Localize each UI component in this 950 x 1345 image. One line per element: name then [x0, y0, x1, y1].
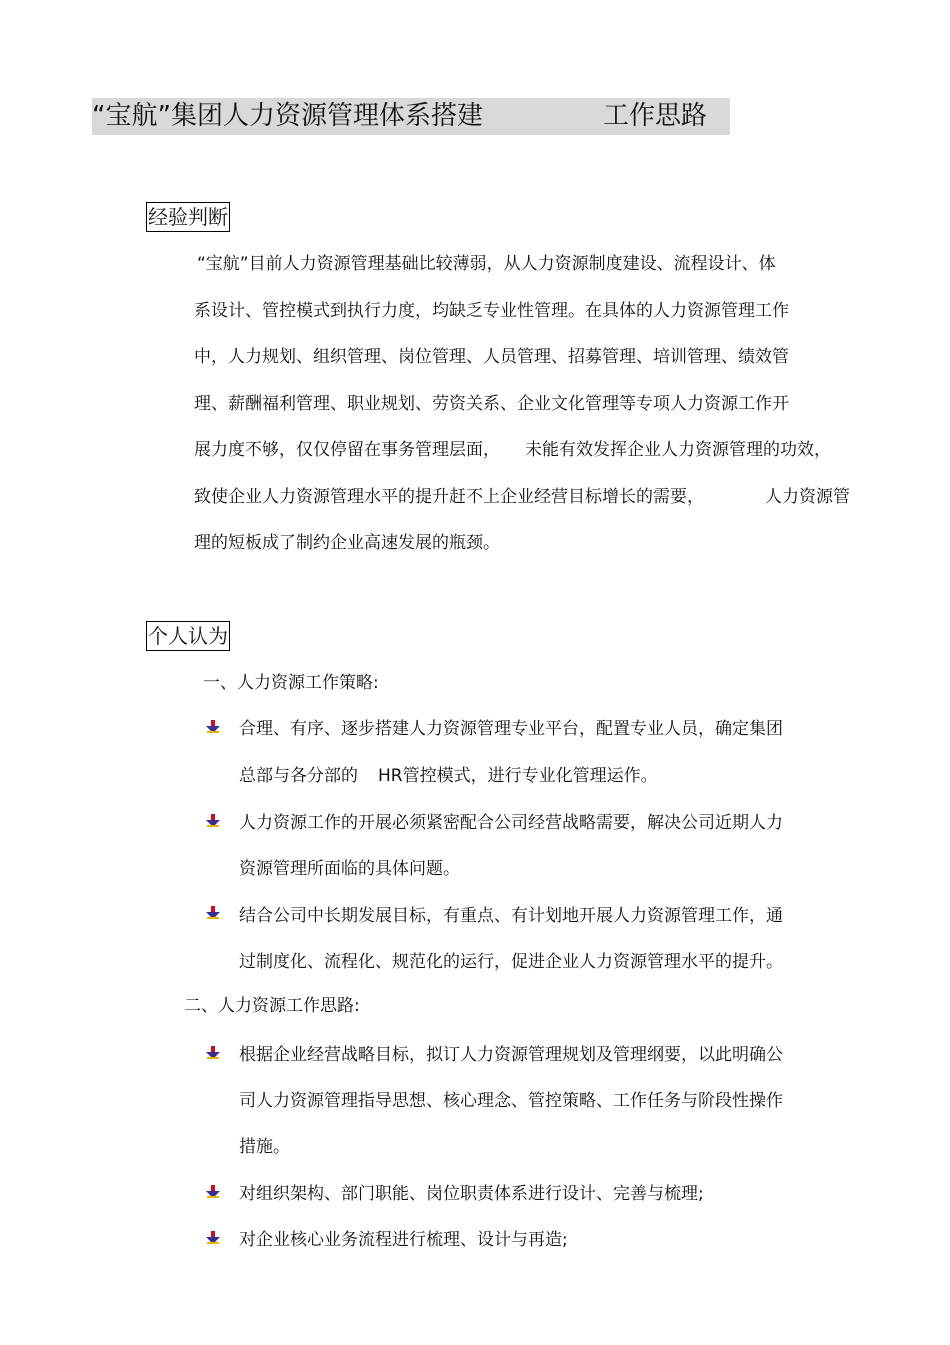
subsection-title: 二、人力资源工作思路: — [184, 996, 360, 1016]
paragraph-line: “宝航”目前人力资源管理基础比较薄弱，从人力资源制度建设、流程设计、体 — [197, 254, 776, 274]
list-item-line: 结合公司中长期发展目标，有重点、有计划地开展人力资源管理工作，通 — [239, 906, 783, 926]
paragraph-line: 理、薪酬福利管理、职业规划、劳资关系、企业文化管理等专项人力资源工作开 — [194, 394, 789, 414]
list-item-line: 人力资源工作的开展必须紧密配合公司经营战略需要，解决公司近期人力 — [239, 813, 783, 833]
colored-arrow-bullet-icon — [205, 906, 221, 920]
list-item-line: 总部与各分部的 — [239, 766, 358, 786]
colored-arrow-bullet-icon — [205, 1185, 221, 1199]
subsection-title: 一、人力资源工作策略: — [203, 673, 379, 693]
paragraph-line: 未能有效发挥企业人力资源管理的功效， — [525, 440, 831, 460]
paragraph-line: 致使企业人力资源管理水平的提升赶不上企业经营目标增长的需要， — [194, 487, 704, 507]
list-item-line: 对企业核心业务流程进行梳理、设计与再造; — [239, 1230, 568, 1250]
colored-arrow-bullet-icon — [205, 814, 221, 828]
list-item-line: 对组织架构、部门职能、岗位职责体系进行设计、完善与梳理; — [239, 1184, 704, 1204]
paragraph-line: 人力资源管 — [765, 487, 850, 507]
list-item-line: 合理、有序、逐步搭建人力资源管理专业平台，配置专业人员，确定集团 — [239, 719, 783, 739]
section-heading-experience: 经验判断 — [146, 202, 230, 232]
paragraph-line: 中，人力规划、组织管理、岗位管理、人员管理、招募管理、培训管理、绩效管 — [194, 347, 789, 367]
section-heading-opinion: 个人认为 — [146, 621, 230, 651]
colored-arrow-bullet-icon — [205, 1046, 221, 1060]
list-item-line: 司人力资源管理指导思想、核心理念、管控策略、工作任务与阶段性操作 — [239, 1091, 783, 1111]
paragraph-line: 展力度不够，仅仅停留在事务管理层面， — [194, 440, 500, 460]
list-item-line: 根据企业经营战略目标，拟订人力资源管理规划及管理纲要，以此明确公 — [239, 1045, 783, 1065]
list-item-line: HR管控模式，进行专业化管理运作。 — [378, 766, 658, 786]
colored-arrow-bullet-icon — [205, 720, 221, 734]
page-title: “宝航”集团人力资源管理体系搭建 — [92, 101, 483, 131]
page-title-suffix: 工作思路 — [603, 101, 708, 131]
colored-arrow-bullet-icon — [205, 1231, 221, 1245]
list-item-line: 资源管理所面临的具体问题。 — [239, 859, 460, 879]
list-item-line: 过制度化、流程化、规范化的运行，促进企业人力资源管理水平的提升。 — [239, 952, 783, 972]
list-item-line: 措施。 — [239, 1137, 290, 1157]
paragraph-line: 理的短板成了制约企业高速发展的瓶颈。 — [194, 533, 500, 553]
paragraph-line: 系设计、管控模式到执行力度，均缺乏专业性管理。在具体的人力资源管理工作 — [194, 301, 789, 321]
